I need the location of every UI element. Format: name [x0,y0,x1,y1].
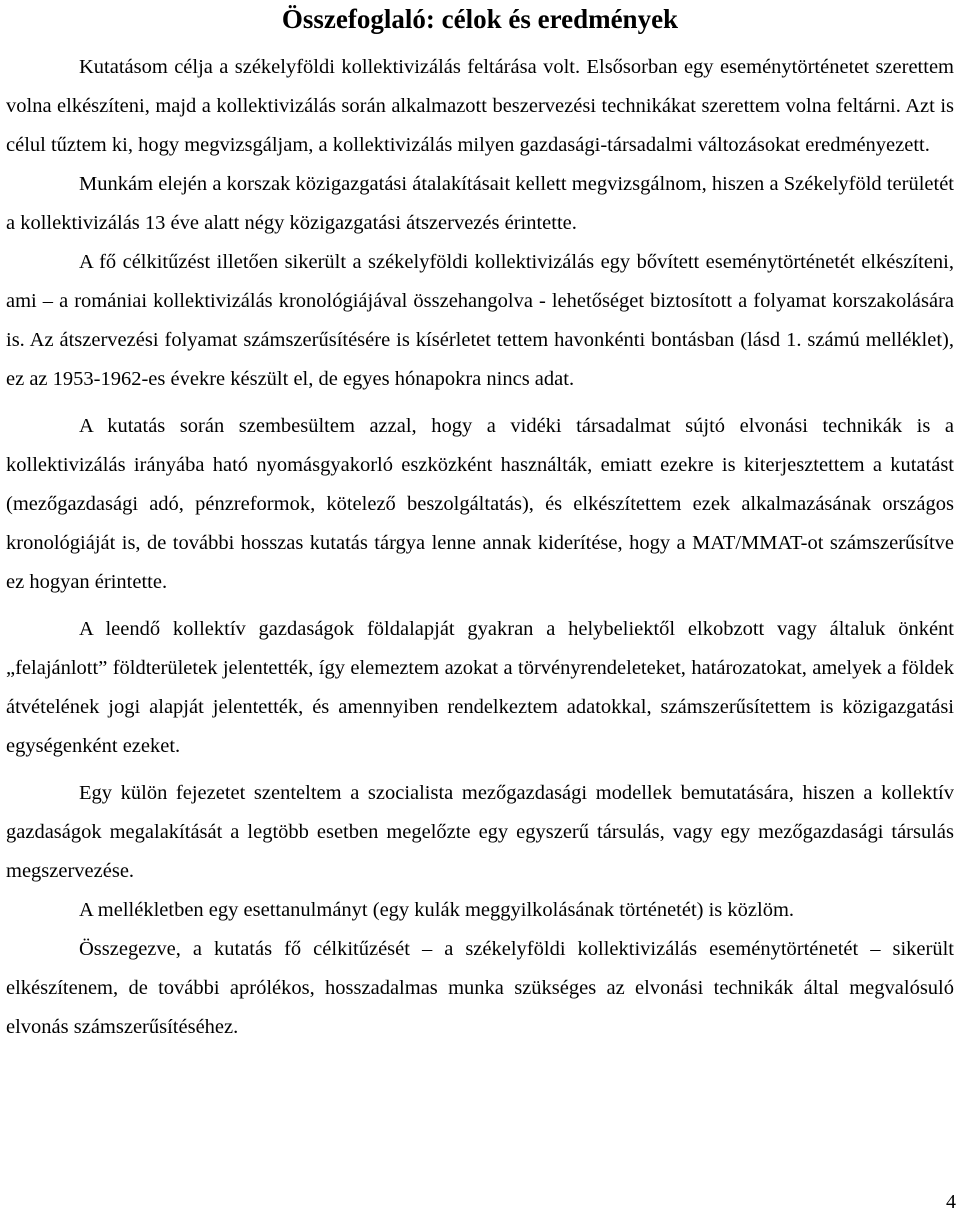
page-number: 4 [946,1191,956,1213]
paragraph-socialist-models: Egy külön fejezetet szenteltem a szocialista mezőgazdasági modellek bemutatására, hiszen a kollektív gazdaságok megalakítását a legtöbb esetben megelőzte egy egyszerű társulás, vagy egy mezőgazdasági társulás megszervezése. [6,782,954,882]
page-title: Összefoglaló: célok és eredmények [281,4,679,34]
paragraph-land-base: A leendő kollektív gazdaságok földalapját gyakran a helybeliektől elkobzott vagy általuk önként „felajánlott” földterületek jelentették, így elemeztem azokat a törvényrendeleteket, határozatokat, amelyek a földek átvételének jogi alapját jelentették, és amennyiben rendelkeztem adatokkal, számszerűsítettem is közigazgatási egységenként ezeket. [6,618,954,757]
paragraph-appendix: A mellékletben egy esettanulmányt (egy kulák meggyilkolásának történetét) is közlöm. [79,899,795,921]
paragraph-goals: Kutatásom célja a székelyföldi kollektivizálás feltárása volt. Elsősorban egy eseménytörténetet szerettem volna elkészíteni, majd a kollektivizálás során alkalmazott beszervezési technikákat szerettem volna feltárni. Azt is célul tűztem ki, hogy megvizsgáljam, a kollektivizálás milyen gazdasági-társadalmi változásokat eredményezett. [6,56,954,156]
paragraph-extraction-techniques: A kutatás során szembesültem azzal, hogy a vidéki társadalmat sújtó elvonási technikák is a kollektivizálás irányába ható nyomásgyakorló eszközként használták, emiatt ezekre is kiterjesztettem a kutatást (mezőgazdasági adó, pénzreformok, kötelező beszolgáltatás), és elkészítettem ezek alkalmazásának országos kronológiáját is, de további hosszas kutatás tárgya lenne annak kiderítése, hogy a MAT/MMAT-ot számszerűsítve ez hogyan érintette. [6,415,954,593]
paragraph-summary: Összegezve, a kutatás fő célkitűzését – a székelyföldi kollektivizálás eseménytörténetét – sikerült elkészítenem, de további aprólékos, hosszadalmas munka szükséges az elvonási technikák által megvalósuló elvonás számszerűsítéséhez. [6,938,954,1038]
document-body [6,48,954,1047]
paragraph-main-objective: A fő célkitűzést illetően sikerült a székelyföldi kollektivizálás egy bővített eseménytörténetét elkészíteni, ami – a romániai kollektivizálás kronológiájával összehangolva - lehetőséget biztosított a folyamat korszakolására is. Az átszervezési folyamat számszerűsítésére is kísérletet tettem havonkénti bontásban (lásd 1. számú melléklet), ez az 1953-1962-es évekre készült el, de egyes hónapokra nincs adat. [6,251,954,390]
paragraph-administration: Munkám elején a korszak közigazgatási átalakításait kellett megvizsgálnom, hiszen a Székelyföld területét a kollektivizálás 13 éve alatt négy közigazgatási átszervezés érintette. [6,173,954,234]
